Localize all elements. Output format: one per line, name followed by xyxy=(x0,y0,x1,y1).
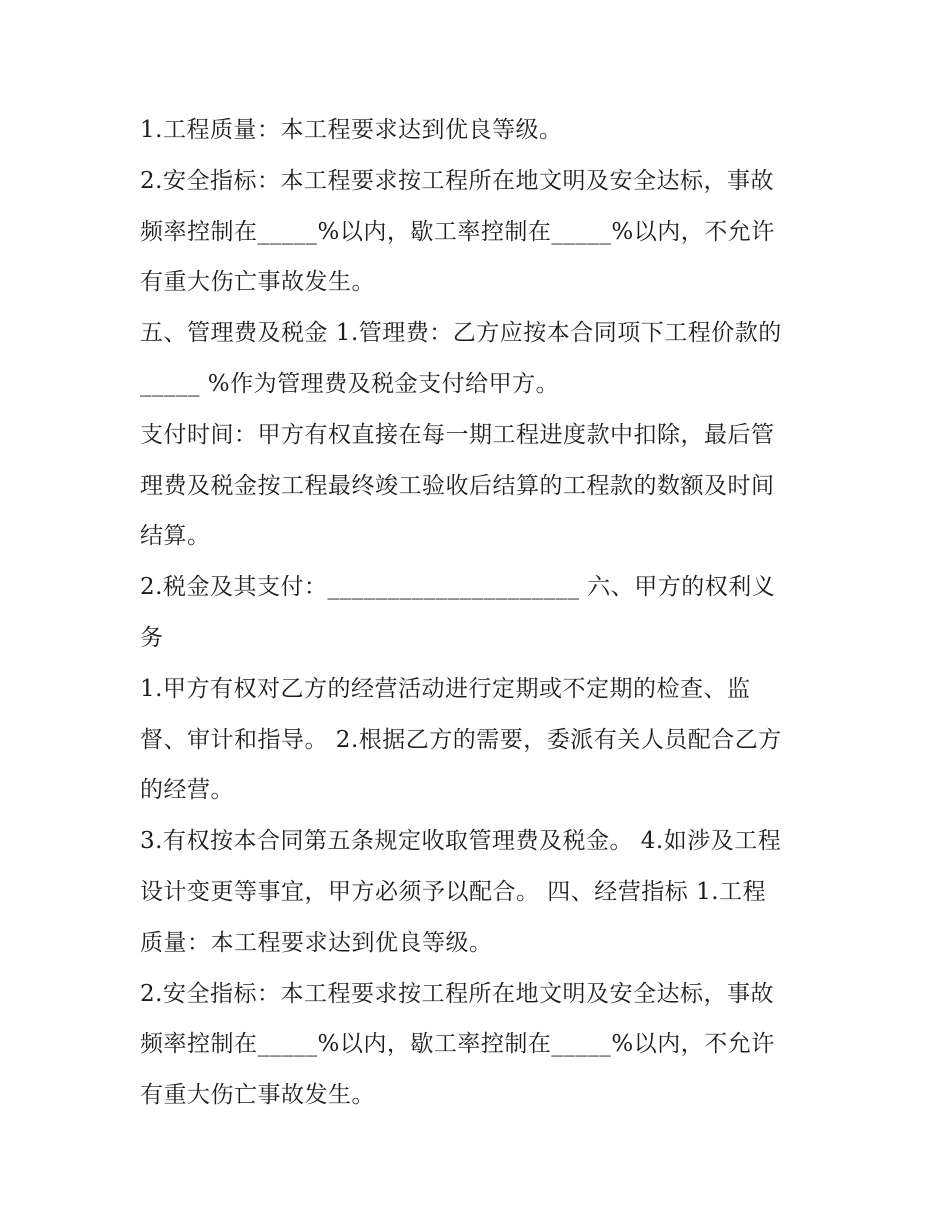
text-line: 结算。 xyxy=(140,523,211,549)
text-line: 2.安全指标：本工程要求按工程所在地文明及安全达标，事故 xyxy=(140,168,774,194)
text-line: 1.甲方有权对乙方的经营活动进行定期或不定期的检查、监 xyxy=(140,676,751,702)
text-line: 务 xyxy=(140,625,164,651)
text-line: 五、管理费及税金 1.管理费：乙方应按本合同项下工程价款的 xyxy=(140,320,782,346)
text-line: 2.安全指标：本工程要求按工程所在地文明及安全达标，事故 xyxy=(140,981,774,1007)
text-line: 的经营。 xyxy=(140,777,234,803)
text-line: 2.税金及其支付：_____________________ 六、甲方的权利义 xyxy=(140,574,776,600)
text-line: 有重大伤亡事故发生。 xyxy=(140,269,375,295)
text-line: 督、审计和指导。 2.根据乙方的需要，委派有关人员配合乙方 xyxy=(140,727,782,753)
text-line: 支付时间：甲方有权直接在每一期工程进度款中扣除，最后管 xyxy=(140,422,775,448)
text-line: 1.工程质量：本工程要求达到优良等级。 xyxy=(140,117,563,143)
text-line: 频率控制在_____%以内，歇工率控制在_____%以内，不允许 xyxy=(140,219,775,245)
text-line: 频率控制在_____%以内，歇工率控制在_____%以内，不允许 xyxy=(140,1031,775,1057)
text-line: 3.有权按本合同第五条规定收取管理费及税金。 4.如涉及工程 xyxy=(140,828,782,854)
text-line: 质量：本工程要求达到优良等级。 xyxy=(140,930,493,956)
text-line: _____ %作为管理费及税金支付给甲方。 xyxy=(140,371,560,397)
text-line: 设计变更等事宜，甲方必须予以配合。 四、经营指标 1.工程 xyxy=(140,879,767,905)
text-line: 理费及税金按工程最终竣工验收后结算的工程款的数额及时间 xyxy=(140,473,775,499)
text-line: 有重大伤亡事故发生。 xyxy=(140,1082,375,1108)
